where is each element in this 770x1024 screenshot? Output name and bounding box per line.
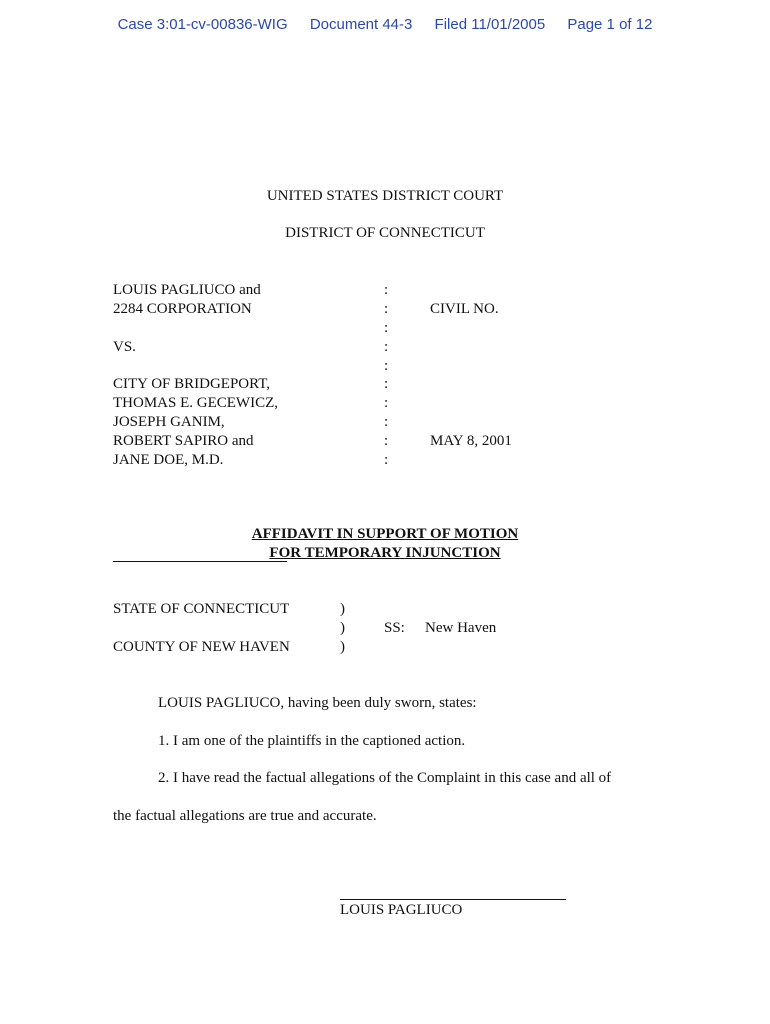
- filed-date: Filed 11/01/2005: [434, 16, 546, 33]
- affidavit-title-line-1: AFFIDAVIT IN SUPPORT OF MOTION: [251, 526, 519, 542]
- affidavit-title-line-2: FOR TEMPORARY INJUNCTION: [269, 545, 501, 561]
- caption-colon: :: [384, 282, 389, 298]
- caption-colon: :: [384, 320, 389, 336]
- court-district: DISTRICT OF CONNECTICUT: [285, 225, 485, 241]
- plaintiff-line-1: LOUIS PAGLIUCO and: [113, 282, 261, 298]
- signature-line: [340, 899, 566, 900]
- caption-colon: :: [384, 358, 389, 374]
- venue-place: New Haven: [425, 620, 497, 636]
- venue-state: STATE OF CONNECTICUT: [113, 601, 290, 617]
- court-name: UNITED STATES DISTRICT COURT: [266, 188, 504, 204]
- caption-colon: :: [384, 414, 389, 430]
- versus-label: VS.: [113, 339, 136, 355]
- page-number: Page 1 of 12: [567, 16, 653, 33]
- document-number: Document 44-3: [309, 16, 413, 33]
- venue-paren: ): [340, 620, 345, 636]
- defendant-line-3: JOSEPH GANIM,: [113, 414, 225, 430]
- defendant-line-4: ROBERT SAPIRO and: [113, 433, 254, 449]
- caption-colon: :: [384, 301, 389, 317]
- docket-header: [0, 16, 770, 33]
- signature-name: LOUIS PAGLIUCO: [340, 902, 463, 918]
- caption-colon: :: [384, 452, 389, 468]
- venue-paren: ): [340, 639, 345, 655]
- defendant-line-2: THOMAS E. GECEWICZ,: [113, 395, 278, 411]
- defendant-line-5: JANE DOE, M.D.: [113, 452, 224, 468]
- venue-ss: SS:: [384, 620, 405, 636]
- paragraph-2-line-1: 2. I have read the factual allegations of the Complaint in this case and all of: [158, 770, 612, 786]
- caption-colon: :: [384, 376, 389, 392]
- venue-paren: ): [340, 601, 345, 617]
- caption-colon: :: [384, 395, 389, 411]
- plaintiff-line-2: 2284 CORPORATION: [113, 301, 252, 317]
- title-rule: [113, 561, 287, 562]
- civil-number-label: CIVIL NO.: [430, 301, 499, 317]
- paragraph-2-line-2: the factual allegations are true and accurate.: [113, 808, 377, 824]
- caption-colon: :: [384, 433, 389, 449]
- caption-colon: :: [384, 339, 389, 355]
- case-number: Case 3:01-cv-00836-WIG: [117, 16, 288, 33]
- paragraph-1: 1. I am one of the plaintiffs in the captioned action.: [158, 733, 466, 749]
- caption-date: MAY 8, 2001: [430, 433, 512, 449]
- affiant-intro: LOUIS PAGLIUCO, having been duly sworn, states:: [158, 695, 477, 711]
- defendant-line-1: CITY OF BRIDGEPORT,: [113, 376, 271, 392]
- venue-county: COUNTY OF NEW HAVEN: [113, 639, 290, 655]
